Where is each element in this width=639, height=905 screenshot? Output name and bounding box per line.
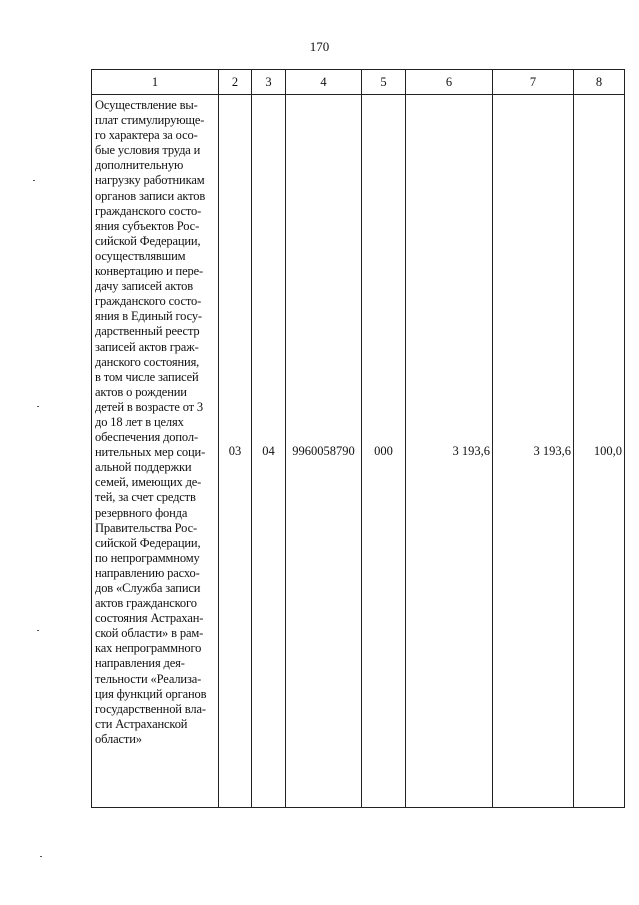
description-line: актов гражданского <box>95 596 197 611</box>
header-cell-6: 6 <box>406 70 493 95</box>
description-line: Осуществление вы- <box>95 98 198 112</box>
description-line: государственной вла- <box>95 701 206 716</box>
table-header-row <box>92 70 625 95</box>
page-number: 170 <box>309 39 330 54</box>
description-line: го характера за осо- <box>95 128 198 143</box>
execution-percent-cell: 100,0 <box>574 95 625 808</box>
description-line: дарственный реестр <box>95 324 200 339</box>
amount-executed-cell: 3 193,6 <box>493 95 574 808</box>
description-line: конвертацию и пере- <box>95 264 204 279</box>
header-cell-3: 3 <box>252 70 286 95</box>
description-line: яния субъектов Рос- <box>95 218 200 233</box>
description-line: органов записи актов <box>95 188 206 203</box>
description-line: до 18 лет в целях <box>95 414 184 429</box>
section-code-cell: 03 <box>219 95 252 808</box>
expense-description-cell <box>92 95 219 808</box>
scan-speck <box>33 180 35 181</box>
description-line: семей, имеющих де- <box>95 475 202 490</box>
description-line: сти Астраханской <box>95 716 188 731</box>
description-line: актов о рождении <box>95 384 187 399</box>
description-line: гражданского состо- <box>95 294 202 309</box>
description-line: сийской Федерации, <box>95 233 201 248</box>
description-line: нагрузку работникам <box>95 173 205 188</box>
description-line: альной поддержки <box>95 460 192 475</box>
amount-planned-cell: 3 193,6 <box>406 95 493 808</box>
description-line: тельности «Реализа- <box>95 671 202 686</box>
description-line: гражданского состо- <box>95 203 202 218</box>
description-line: плат стимулирующе- <box>95 113 205 128</box>
description-line: направлению расхо- <box>95 565 200 580</box>
description-line: состояния Астрахан- <box>95 611 204 626</box>
description-line: в том числе записей <box>95 369 199 384</box>
description-line: дополнительную <box>95 158 184 173</box>
expense-description-text <box>95 98 216 747</box>
table-row <box>92 95 625 808</box>
scan-speck <box>37 406 39 407</box>
description-line: нительных мер соци- <box>95 445 206 460</box>
description-line: ской области» в рам- <box>95 626 204 641</box>
budget-table <box>91 69 625 808</box>
target-article-code-cell: 9960058790 <box>286 95 362 808</box>
description-line: области» <box>95 731 142 746</box>
description-line: ция функций органов <box>95 686 207 701</box>
header-cell-2: 2 <box>219 70 252 95</box>
description-line: сийской Федерации, <box>95 535 201 550</box>
description-line: данского состояния, <box>95 354 200 369</box>
scan-speck <box>37 630 39 631</box>
description-line: тей, за счет средств <box>95 490 196 505</box>
description-line: осуществлявшим <box>95 248 186 263</box>
header-cell-8: 8 <box>574 70 625 95</box>
scan-speck <box>40 856 42 857</box>
description-line: Правительства Рос- <box>95 520 197 535</box>
description-line: детей в возрасте от 3 <box>95 399 204 414</box>
description-line: ках непрограммного <box>95 641 202 656</box>
description-line: бые условия труда и <box>95 143 201 158</box>
header-cell-5: 5 <box>362 70 406 95</box>
description-line: направления дея- <box>95 656 185 671</box>
description-line: резервного фонда <box>95 505 188 520</box>
header-cell-7: 7 <box>493 70 574 95</box>
header-cell-1: 1 <box>92 70 219 95</box>
description-line: яния в Единый госу- <box>95 309 202 324</box>
description-line: дачу записей актов <box>95 279 194 294</box>
description-line: записей актов граж- <box>95 339 199 354</box>
description-line: по непрограммному <box>95 550 200 565</box>
description-line: обеспечения допол- <box>95 430 198 445</box>
header-cell-4: 4 <box>286 70 362 95</box>
description-line: дов «Служба записи <box>95 581 201 595</box>
subsection-code-cell: 04 <box>252 95 286 808</box>
expense-type-code-cell: 000 <box>362 95 406 808</box>
